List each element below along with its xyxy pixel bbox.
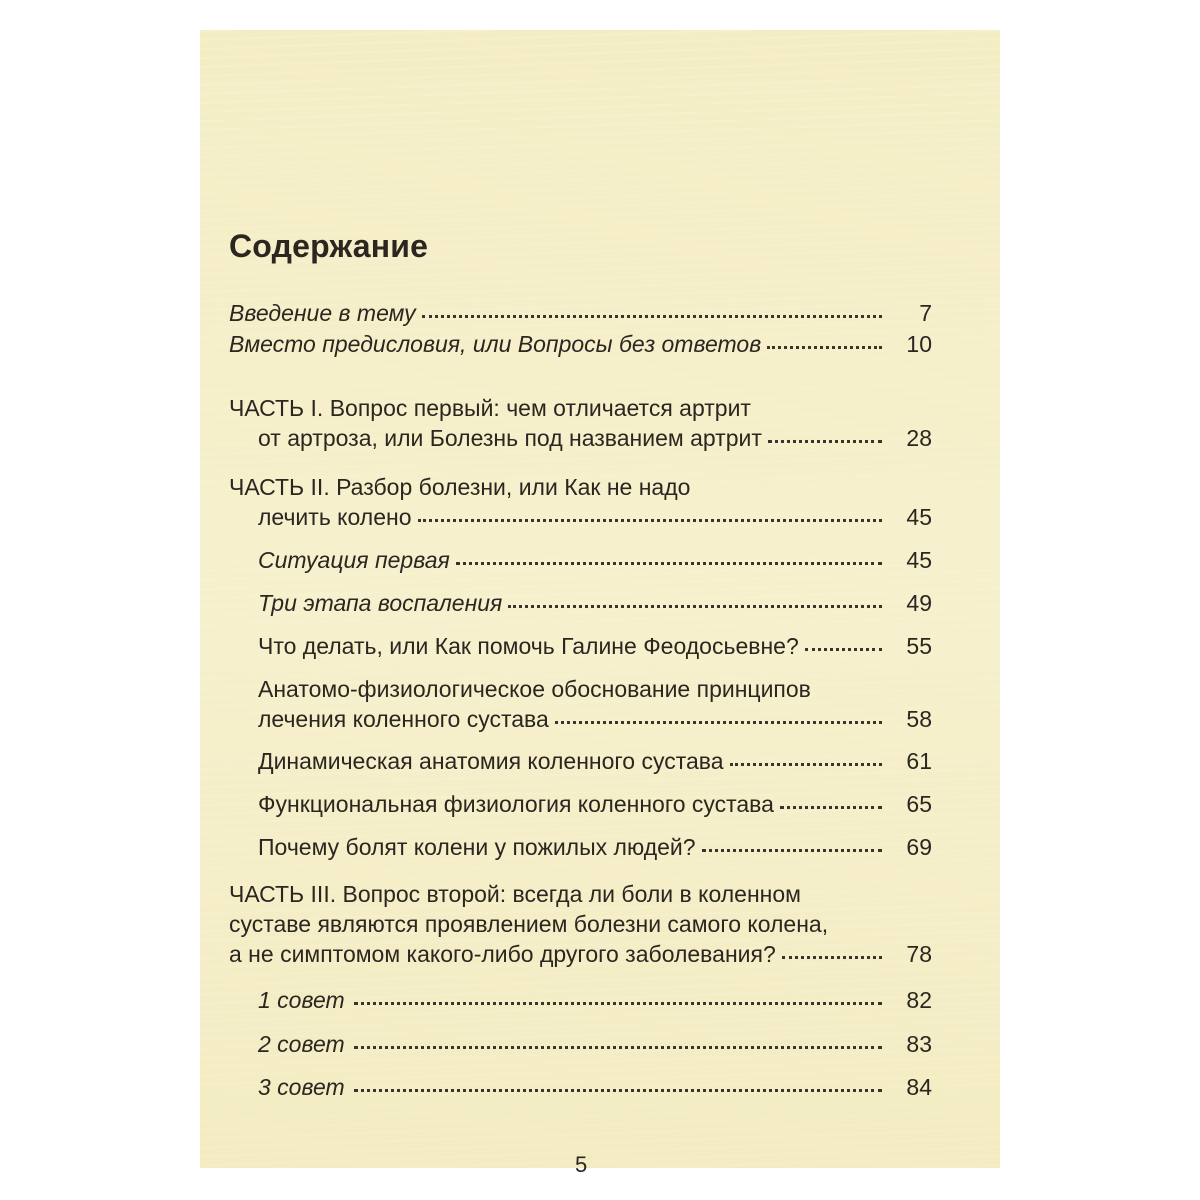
toc-entry-line	[229, 329, 932, 359]
toc-entry	[229, 298, 932, 328]
dot-leader	[780, 798, 882, 809]
toc-entry-line	[258, 631, 932, 661]
toc-entry	[258, 631, 932, 661]
toc-page-number: 45	[906, 504, 932, 530]
toc-entry-title: Функциональная физиология коленного сустава	[258, 791, 774, 817]
dot-leader	[767, 338, 882, 349]
toc-page-number: 10	[906, 331, 932, 357]
toc-entry-title: Почему болят колени у пожилых людей?	[258, 834, 696, 860]
dot-leader	[805, 640, 882, 651]
dot-leader	[782, 948, 882, 959]
toc-entry-line	[258, 545, 932, 575]
toc-entry	[258, 588, 932, 618]
toc-page-number: 78	[906, 941, 932, 967]
toc-page-number: 82	[906, 987, 932, 1013]
toc-entry	[258, 746, 932, 776]
toc-entry	[229, 879, 932, 969]
dot-leader	[508, 597, 882, 608]
toc-entry-title: 1 совет	[258, 987, 345, 1013]
toc-entry-title: 2 совет	[258, 1031, 345, 1057]
toc-entry-line	[258, 832, 932, 862]
toc-entry-line	[229, 502, 932, 532]
toc-entry-line	[229, 298, 932, 328]
page-title: Содержание	[229, 228, 429, 264]
toc-entry-title: Введение в тему	[229, 300, 416, 326]
toc-page-number: 84	[906, 1074, 932, 1100]
toc-entry-title: Три этапа воспаления	[258, 590, 503, 616]
toc-entry-line	[258, 789, 932, 819]
toc-entry	[229, 472, 932, 532]
toc-entry-title: суставе являются проявлением болезни самого колена,	[229, 911, 829, 937]
toc-entry-title: лечить колено	[258, 504, 412, 530]
dot-leader	[418, 511, 883, 522]
toc-page-number: 69	[906, 834, 932, 860]
dot-leader	[730, 755, 882, 766]
toc-entry	[258, 674, 932, 734]
toc-entry-line	[258, 704, 932, 734]
toc-entry-line	[229, 939, 932, 969]
toc-entry-line	[258, 588, 932, 618]
toc-page-number: 28	[906, 425, 932, 451]
page-number: 5	[575, 1152, 588, 1177]
toc-page-number: 45	[906, 547, 932, 573]
toc-entry-title: 3 совет	[258, 1074, 345, 1100]
toc-entry-title: ЧАСТЬ III. Вопрос второй: всегда ли боли в коленном	[229, 881, 801, 907]
toc-page-number: 61	[906, 748, 932, 774]
toc-entry-title: Что делать, или Как помочь Галине Феодосьевне?	[258, 633, 799, 659]
toc-entry-title: Вместо предисловия, или Вопросы без ответов	[229, 331, 762, 357]
dot-leader	[354, 1038, 882, 1049]
toc-entry-title: Ситуация первая	[258, 547, 450, 573]
toc-entry	[258, 1072, 932, 1102]
dot-leader	[354, 994, 882, 1005]
toc-page-number: 65	[906, 791, 932, 817]
dot-leader	[768, 432, 882, 443]
toc-entry	[258, 985, 932, 1015]
toc-entry-line	[258, 985, 932, 1015]
toc-entry	[258, 832, 932, 862]
toc-entry-title: Динамическая анатомия коленного сустава	[258, 748, 724, 774]
dot-leader	[456, 554, 882, 565]
dot-leader	[555, 713, 882, 724]
toc-entry-title: а не симптомом какого-либо другого заболевания?	[229, 941, 776, 967]
toc-entry-line	[258, 746, 932, 776]
dot-leader	[702, 841, 882, 852]
toc-entry	[258, 1029, 932, 1059]
toc-entry	[229, 393, 932, 453]
dot-leader	[422, 307, 882, 318]
toc-page-number: 55	[906, 633, 932, 659]
toc-entry-line	[258, 1072, 932, 1102]
toc-entry-line	[229, 423, 932, 453]
toc-page-number: 7	[919, 300, 932, 326]
toc-page-number: 58	[906, 706, 932, 732]
toc-entry	[258, 545, 932, 575]
toc-entry-title: ЧАСТЬ I. Вопрос первый: чем отличается артрит	[229, 395, 751, 421]
toc-entry-title: Анатомо-физиологическое обоснование принципов	[258, 676, 811, 702]
toc-page-number: 49	[906, 590, 932, 616]
toc-entry-line	[258, 1029, 932, 1059]
toc-page-number: 83	[906, 1031, 932, 1057]
toc-entry	[229, 329, 932, 359]
toc-entry-title: лечения коленного сустава	[258, 706, 549, 732]
toc-entry	[258, 789, 932, 819]
dot-leader	[354, 1081, 882, 1092]
toc-entry-title: от артроза, или Болезнь под названием артрит	[258, 425, 762, 451]
toc-entry-title: ЧАСТЬ II. Разбор болезни, или Как не надо	[229, 474, 691, 500]
